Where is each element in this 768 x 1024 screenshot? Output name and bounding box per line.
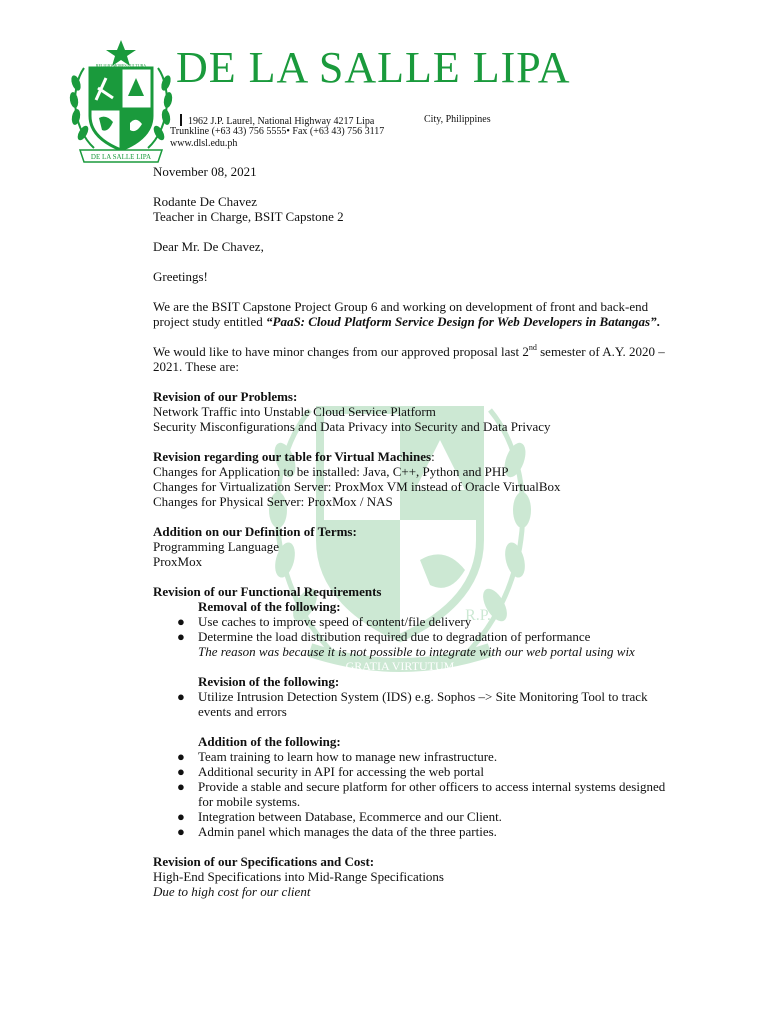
list-item: [153, 689, 673, 719]
vm-heading-colon: :: [431, 449, 435, 464]
problem-item: Security Misconfigurations and Data Privacy into Security and Data Privacy: [153, 419, 551, 434]
list-item: [153, 824, 673, 839]
list-item: [153, 749, 673, 764]
functional-heading: Revision of our Functional Requirements: [153, 584, 382, 599]
list-item-text: Integration between Database, Ecommerce and our Client.: [198, 809, 502, 824]
list-item: [153, 614, 673, 629]
list-item: [153, 764, 673, 779]
list-item-text: Provide a stable and secure platform for other officers to access internal systems designed for mobile systems.: [198, 779, 666, 809]
list-item-text: Admin panel which manages the data of the three parties.: [198, 824, 497, 839]
bullet-icon: ●: [177, 749, 185, 764]
watermark-motto-text: GRATIA VIRTUTUM: [345, 659, 455, 673]
letter-body: [153, 164, 673, 899]
watermark-initials-text: R.P.: [465, 607, 491, 624]
website-link[interactable]: www.dlsl.edu.ph: [170, 138, 238, 149]
terms-heading: Addition on our Definition of Terms:: [153, 524, 357, 539]
project-title: “PaaS: Cloud Platform Service Design for Web Developers in Batangas”: [266, 314, 657, 329]
letter-date: November 08, 2021: [153, 164, 257, 179]
bullet-icon: ●: [177, 614, 185, 629]
vm-item: Changes for Physical Server: ProxMox / NAS: [153, 494, 393, 509]
changes-superscript: nd: [528, 343, 537, 352]
salutation: Dear Mr. De Chavez,: [153, 239, 264, 254]
list-item-text: Team training to learn how to manage new infrastructure.: [198, 749, 498, 764]
intro-end: .: [656, 314, 660, 329]
bullet-icon: ●: [177, 629, 185, 644]
list-item-text: Use caches to improve speed of content/file delivery: [198, 614, 472, 629]
school-seal-logo: [66, 38, 176, 166]
removal-list: [153, 614, 673, 644]
vm-item: Changes for Virtualization Server: ProxMox VM instead of Oracle VirtualBox: [153, 479, 561, 494]
changes-text-2: semester of A.Y. 2020 – 2021. These are:: [153, 344, 665, 374]
address-street: 1962 J.P. Laurel, National Highway 4217 Lipa: [188, 116, 375, 127]
recipient-title: Teacher in Charge, BSIT Capstone 2: [153, 209, 344, 224]
recipient-name: Rodante De Chavez: [153, 194, 257, 209]
bullet-icon: ●: [177, 824, 185, 839]
address-separator: [180, 114, 182, 126]
term-item: ProxMox: [153, 554, 203, 569]
revision-heading: Revision of the following:: [198, 674, 340, 689]
addition-heading: Addition of the following:: [198, 734, 341, 749]
bullet-icon: ●: [177, 779, 185, 794]
list-item-text: Determine the load distribution required due to degradation of performance: [198, 629, 591, 644]
removal-heading: Removal of the following:: [198, 599, 341, 614]
intro-text: We are the BSIT Capstone Project Group 6 and working on development of front and back-end project study entitled: [153, 299, 649, 329]
removal-reason: The reason was because it is not possible to integrate with our web portal using wix: [198, 644, 635, 659]
list-item-text: Utilize Intrusion Detection System (IDS) e.g. Sophos –> Site Monitoring Tool to track events and errors: [198, 689, 648, 719]
vm-item: Changes for Application to be installed: Java, C++, Python and PHP: [153, 464, 509, 479]
intro-paragraph: [153, 299, 673, 329]
changes-paragraph: [153, 344, 673, 374]
changes-text-1: We would like to have minor changes from our approved proposal last 2: [153, 344, 529, 359]
list-item-text: Additional security in API for accessing the web portal: [198, 764, 484, 779]
seal-banner-text: DE LA SALLE LIPA: [90, 153, 152, 161]
address-city: City, Philippines: [424, 114, 491, 125]
school-name-heading: DE LA SALLE LIPA: [176, 43, 571, 92]
bullet-icon: ●: [177, 764, 185, 779]
addition-list: [153, 749, 673, 839]
address-line-2: Trunkline (+63 43) 756 5555• Fax (+63 43) 756 3117: [170, 126, 385, 137]
list-item: [153, 779, 673, 809]
vm-heading: Revision regarding our table for Virtual Machines: [153, 449, 432, 464]
problem-item: Network Traffic into Unstable Cloud Service Platform: [153, 404, 436, 419]
problems-heading: Revision of our Problems:: [153, 389, 298, 404]
revision-list: [153, 689, 673, 719]
spec-heading: Revision of our Specifications and Cost:: [153, 854, 375, 869]
seal-motto-text: RELIGIO MORES CULTURA: [95, 63, 147, 68]
bullet-icon: ●: [177, 689, 185, 704]
list-item: [153, 809, 673, 824]
term-item: Programming Language: [153, 539, 279, 554]
spec-reason: Due to high cost for our client: [153, 884, 311, 899]
greeting: Greetings!: [153, 269, 208, 284]
bullet-icon: ●: [177, 809, 185, 824]
list-item: [153, 629, 673, 644]
spec-line: High-End Specifications into Mid-Range Specifications: [153, 869, 444, 884]
